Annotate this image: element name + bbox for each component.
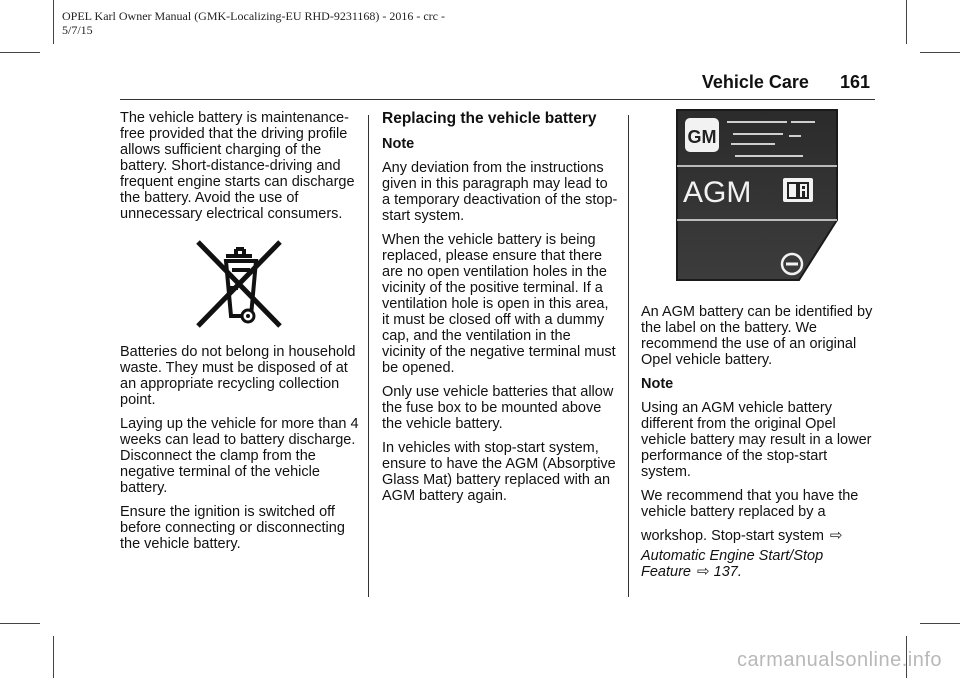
- cross-reference-page[interactable]: 137.: [713, 564, 742, 580]
- paragraph: When the vehicle battery is being replaced, please ensure that there are no open ventilation holes in the vicinity of the positive terminal. If a ventilation hole is open in this area, it must be closed off with a dummy cap, and the ventilation in the vicinity of the negative terminal must be opened.: [382, 232, 616, 376]
- section-title: Vehicle Care: [701, 72, 809, 92]
- header-rule: [120, 99, 875, 100]
- section-heading: Replacing the vehicle battery: [382, 110, 597, 127]
- paragraph-text: We recommend that you have the vehicle battery replaced by a: [641, 488, 859, 520]
- column-divider: [628, 115, 629, 597]
- column-divider: [368, 115, 369, 597]
- cross-reference-arrow-icon: ⇨: [829, 527, 843, 544]
- crop-mark: [906, 0, 907, 44]
- paragraph: The vehicle battery is maintenance-free provided that the driving profile allows sufficient charging of the battery. Short-distance-driving and frequent engine starts can discharge the battery. Avoid the use of unnecessary electrical consumers.: [120, 110, 355, 222]
- paragraph: Ensure the ignition is switched off before connecting or disconnecting the vehicle battery.: [120, 504, 345, 552]
- note-label: Note: [641, 376, 674, 392]
- running-head: [702, 72, 870, 93]
- paragraph: Any deviation from the instructions given in this paragraph may lead to a temporary deactivation of the stop-start system.: [382, 160, 618, 224]
- page-number: 161: [839, 72, 870, 92]
- crop-mark: [920, 52, 960, 53]
- agm-type-text: AGM: [683, 176, 752, 209]
- paragraph-text: workshop. Stop-start system: [641, 528, 824, 544]
- gm-brand-text: GM: [687, 127, 717, 147]
- print-header-line-2: 5/7/15: [62, 23, 93, 37]
- paragraph: In vehicles with stop-start system, ensure to have the AGM (Absorptive Glass Mat) battery replaced with an AGM battery again.: [382, 440, 616, 504]
- column-1: [120, 110, 360, 560]
- crop-mark: [0, 623, 40, 624]
- agm-battery-label-image: [675, 108, 877, 286]
- crop-mark: [920, 623, 960, 624]
- column-3: [641, 110, 877, 584]
- cross-reference-link[interactable]: Automatic Engine Start/Stop: [641, 548, 824, 564]
- crop-mark: [53, 636, 54, 678]
- column-2: [382, 110, 618, 512]
- owner-manual-info-icon: [783, 178, 813, 202]
- paragraph: Only use vehicle batteries that allow the fuse box to be mounted above the vehicle battery.: [382, 384, 614, 432]
- cross-reference-arrow-icon: ⇨: [697, 563, 710, 580]
- cross-reference-link[interactable]: Feature: [641, 564, 691, 580]
- recycle-illustration: [120, 234, 360, 334]
- print-header-line-1: OPEL Karl Owner Manual (GMK-Localizing-EU RHD-9231168) - 2016 - crc -: [62, 9, 446, 23]
- paragraph: Batteries do not belong in household waste. They must be disposed of at an appropriate recycling collection point.: [120, 344, 356, 408]
- print-header: [62, 9, 522, 37]
- paragraph: [641, 488, 877, 580]
- agm-label-svg: [675, 108, 839, 282]
- watermark-text: carmanualsonline.info: [736, 649, 942, 671]
- crop-mark: [0, 52, 40, 53]
- note-label: Note: [382, 136, 415, 152]
- paragraph: Laying up the vehicle for more than 4 weeks can lead to battery discharge. Disconnect the clamp from the negative terminal of the vehicle battery.: [120, 416, 359, 496]
- crossed-out-wheelie-bin-icon: [190, 234, 290, 334]
- paragraph: An AGM battery can be identified by the label on the battery. We recommend the use of an original Opel vehicle battery.: [641, 304, 873, 368]
- paragraph: Using an AGM vehicle battery different from the original Opel vehicle battery may result in a lower performance of the stop-start system.: [641, 400, 872, 480]
- crop-mark: [53, 0, 54, 44]
